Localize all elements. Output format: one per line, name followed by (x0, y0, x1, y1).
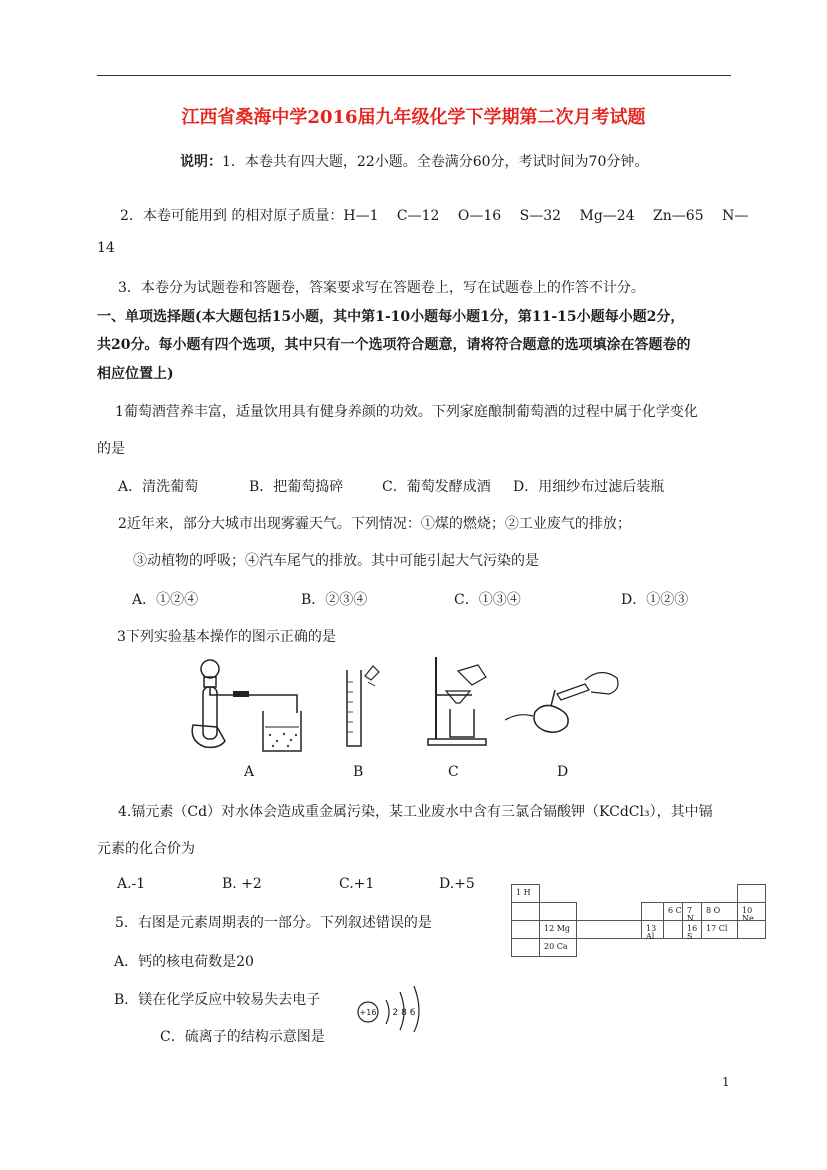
pt-cell-h: 1 H (511, 884, 540, 903)
q4-stem-1: 4.镉元素（Cd）对水体会造成重金属污染，某工业废水中含有三氯合镉酸钾（KCdCl₃），其中镉 (118, 804, 713, 820)
q2-option-a: A．①②④ (132, 592, 199, 608)
ion-shell-electrons: 2 8 6 (392, 1008, 416, 1018)
q1-stem-2: 的是 (97, 441, 125, 457)
q1-option-b: B．把葡萄捣碎 (249, 479, 344, 495)
q1-stem-1: 1葡萄酒营养丰富，适量饮用具有健身养颜的功效。下列家庭酿制葡萄酒的过程中属于化学变化 (115, 404, 698, 420)
section1-line2: 共20分。每小题有四个选项，其中只有一个选项符合题意，请将符合题意的选项填涂在答题卷的 (97, 337, 691, 353)
pt-cell-k-empty (511, 938, 540, 957)
pt-cell-c: 6 C (663, 902, 683, 921)
pt-cell-ar-empty (737, 920, 766, 939)
q3-label-a: A (244, 764, 255, 780)
pt-cell-na-empty (511, 920, 540, 939)
q1-option-a: A．清洗葡萄 (118, 479, 199, 495)
pt-cell-s: 16 S (682, 920, 702, 939)
q1-option-c: C．葡萄发酵成酒 (382, 479, 491, 495)
q2-option-b: B．②③④ (301, 592, 368, 608)
q3-figure-a (185, 655, 305, 755)
pt-cell-ca: 20 Ca (539, 938, 577, 957)
pt-cell-o: 8 O (701, 902, 738, 921)
q3-figure-b (335, 662, 385, 752)
ion-nucleus-label: +16 (359, 1008, 377, 1017)
pt-cell-gap (576, 920, 642, 939)
q3-figure-c (422, 655, 492, 750)
section1-line1: 一、单项选择题(本大题包括15小题，其中第1-10小题每小题1分，第11-15小题每小题2分， (97, 309, 685, 325)
q5-option-a: A．钙的核电荷数是20 (114, 954, 254, 970)
instructions-line1 (180, 151, 648, 171)
pt-cell-he-empty (737, 884, 766, 903)
q2-stem-2: ③动植物的呼吸；④汽车尾气的排放。其中可能引起大气污染的是 (133, 553, 539, 569)
q1-option-d: D．用细纱布过滤后装瓶 (513, 479, 665, 495)
instructions-line2: 2．本卷可能用到 的相对原子质量：H—1 C—12 O—16 S—32 Mg—24 Zn—65 N— (120, 208, 749, 224)
q5-option-b: B．镁在化学反应中较易失去电子 (114, 992, 321, 1008)
q4-option-a: A.-1 (117, 876, 146, 892)
q4-stem-2: 元素的化合价为 (97, 841, 195, 857)
instructions-line3: 3．本卷分为试题卷和答题卷，答案要求写在答题卷上，写在试题卷上的作答不计分。 (118, 280, 645, 296)
pt-cell-mg: 12 Mg (539, 920, 577, 939)
q5-option-c: C．硫离子的结构示意图是 (160, 1029, 325, 1045)
q2-option-d: D．①②③ (621, 592, 689, 608)
section1-line3: 相应位置上) (97, 366, 174, 382)
q2-stem-1: 2近年来，部分大城市出现雾霾天气。下列情况：①煤的燃烧；②工业废气的排放； (118, 516, 631, 532)
q2-option-c: C．①③④ (454, 592, 521, 608)
instructions-text-1: 1．本卷共有四大题，22小题。全卷满分60分，考试时间为70分钟。 (222, 154, 649, 170)
pt-cell-li-empty (511, 902, 540, 921)
sulfur-ion-diagram (356, 982, 428, 1032)
q3-label-d: D (557, 764, 569, 780)
pt-cell-si-empty (663, 920, 683, 939)
instructions-line2b: 14 (97, 240, 115, 256)
pt-cell-cl: 17 Cl (701, 920, 738, 939)
q3-label-b: B (353, 764, 364, 780)
page-title: 江西省桑海中学2016届九年级化学下学期第二次月考试题 (181, 107, 646, 128)
pt-cell-be-empty (539, 902, 577, 921)
q5-stem: 5．右图是元素周期表的一部分。下列叙述错误的是 (115, 915, 432, 931)
q4-option-b: B. +2 (222, 876, 262, 892)
instructions-label: 说明： (180, 154, 222, 170)
pt-cell-ne: 10 Ne (737, 902, 766, 921)
pt-cell-b-empty (641, 902, 664, 921)
periodic-table-fragment (511, 884, 766, 957)
q4-option-c: C.+1 (339, 876, 375, 892)
pt-cell-n: 7 N (682, 902, 702, 921)
q3-figure-d (505, 660, 625, 740)
q4-option-d: D.+5 (439, 876, 475, 892)
q3-label-c: C (448, 764, 459, 780)
page-number: 1 (722, 1075, 730, 1089)
q3-stem: 3下列实验基本操作的图示正确的是 (117, 629, 336, 645)
header-rule (97, 75, 731, 76)
pt-cell-al: 13 Al (641, 920, 664, 939)
